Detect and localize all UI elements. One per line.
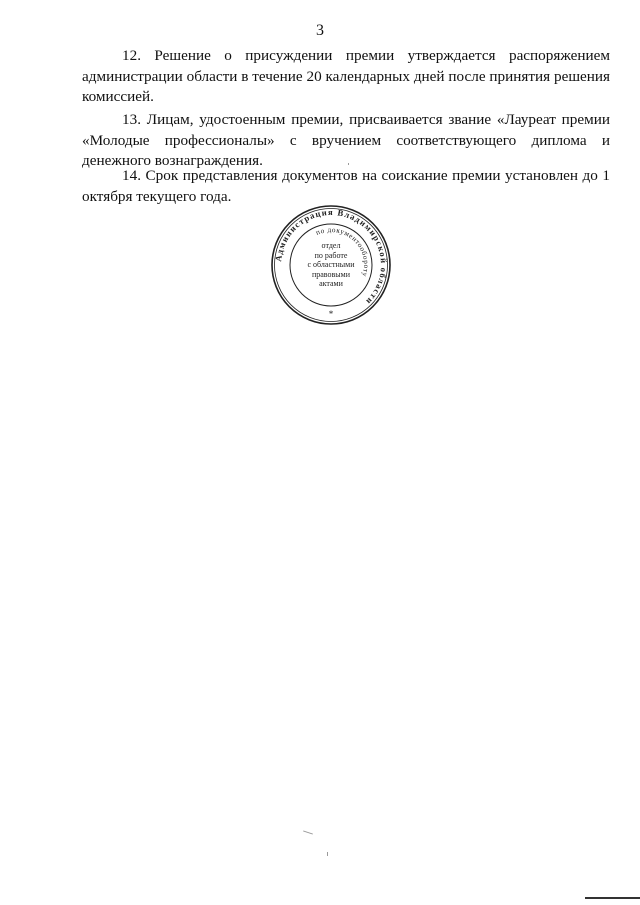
seal-center-line: отдел <box>321 241 341 251</box>
seal-center-line: актами <box>319 279 343 289</box>
seal-star: * <box>328 309 334 319</box>
paragraph-13: 13. Лицам, удостоенным премии, присваивается звание «Лауреат премии «Молодые профессионалы» с вручением соответствующего диплома и денежного вознаграждения. <box>82 111 610 169</box>
seal-inner-text: по документообороту <box>314 225 371 278</box>
page-number: 3 <box>316 22 324 39</box>
bottom-edge-line <box>585 897 640 899</box>
seal-outer-text: Администрация Владимирской области <box>273 206 390 308</box>
seal-center-line: правовыми <box>311 269 351 279</box>
seal-center-line: по работе <box>314 250 348 260</box>
scan-artifact <box>303 830 313 834</box>
scan-artifact <box>327 852 328 856</box>
scan-artifact <box>348 163 349 165</box>
paragraph-12: 12. Решение о присуждении премии утверждается распоряжением администрации области в течение 20 календарных дней после принятия решения комиссией. <box>82 47 610 105</box>
paragraph-14: 14. Срок представления документов на соискание премии установлен до 1 октября текущего года. <box>82 167 610 205</box>
seal-center-text <box>270 204 392 326</box>
seal-center-line: с областными <box>307 260 355 270</box>
official-seal <box>270 204 392 326</box>
